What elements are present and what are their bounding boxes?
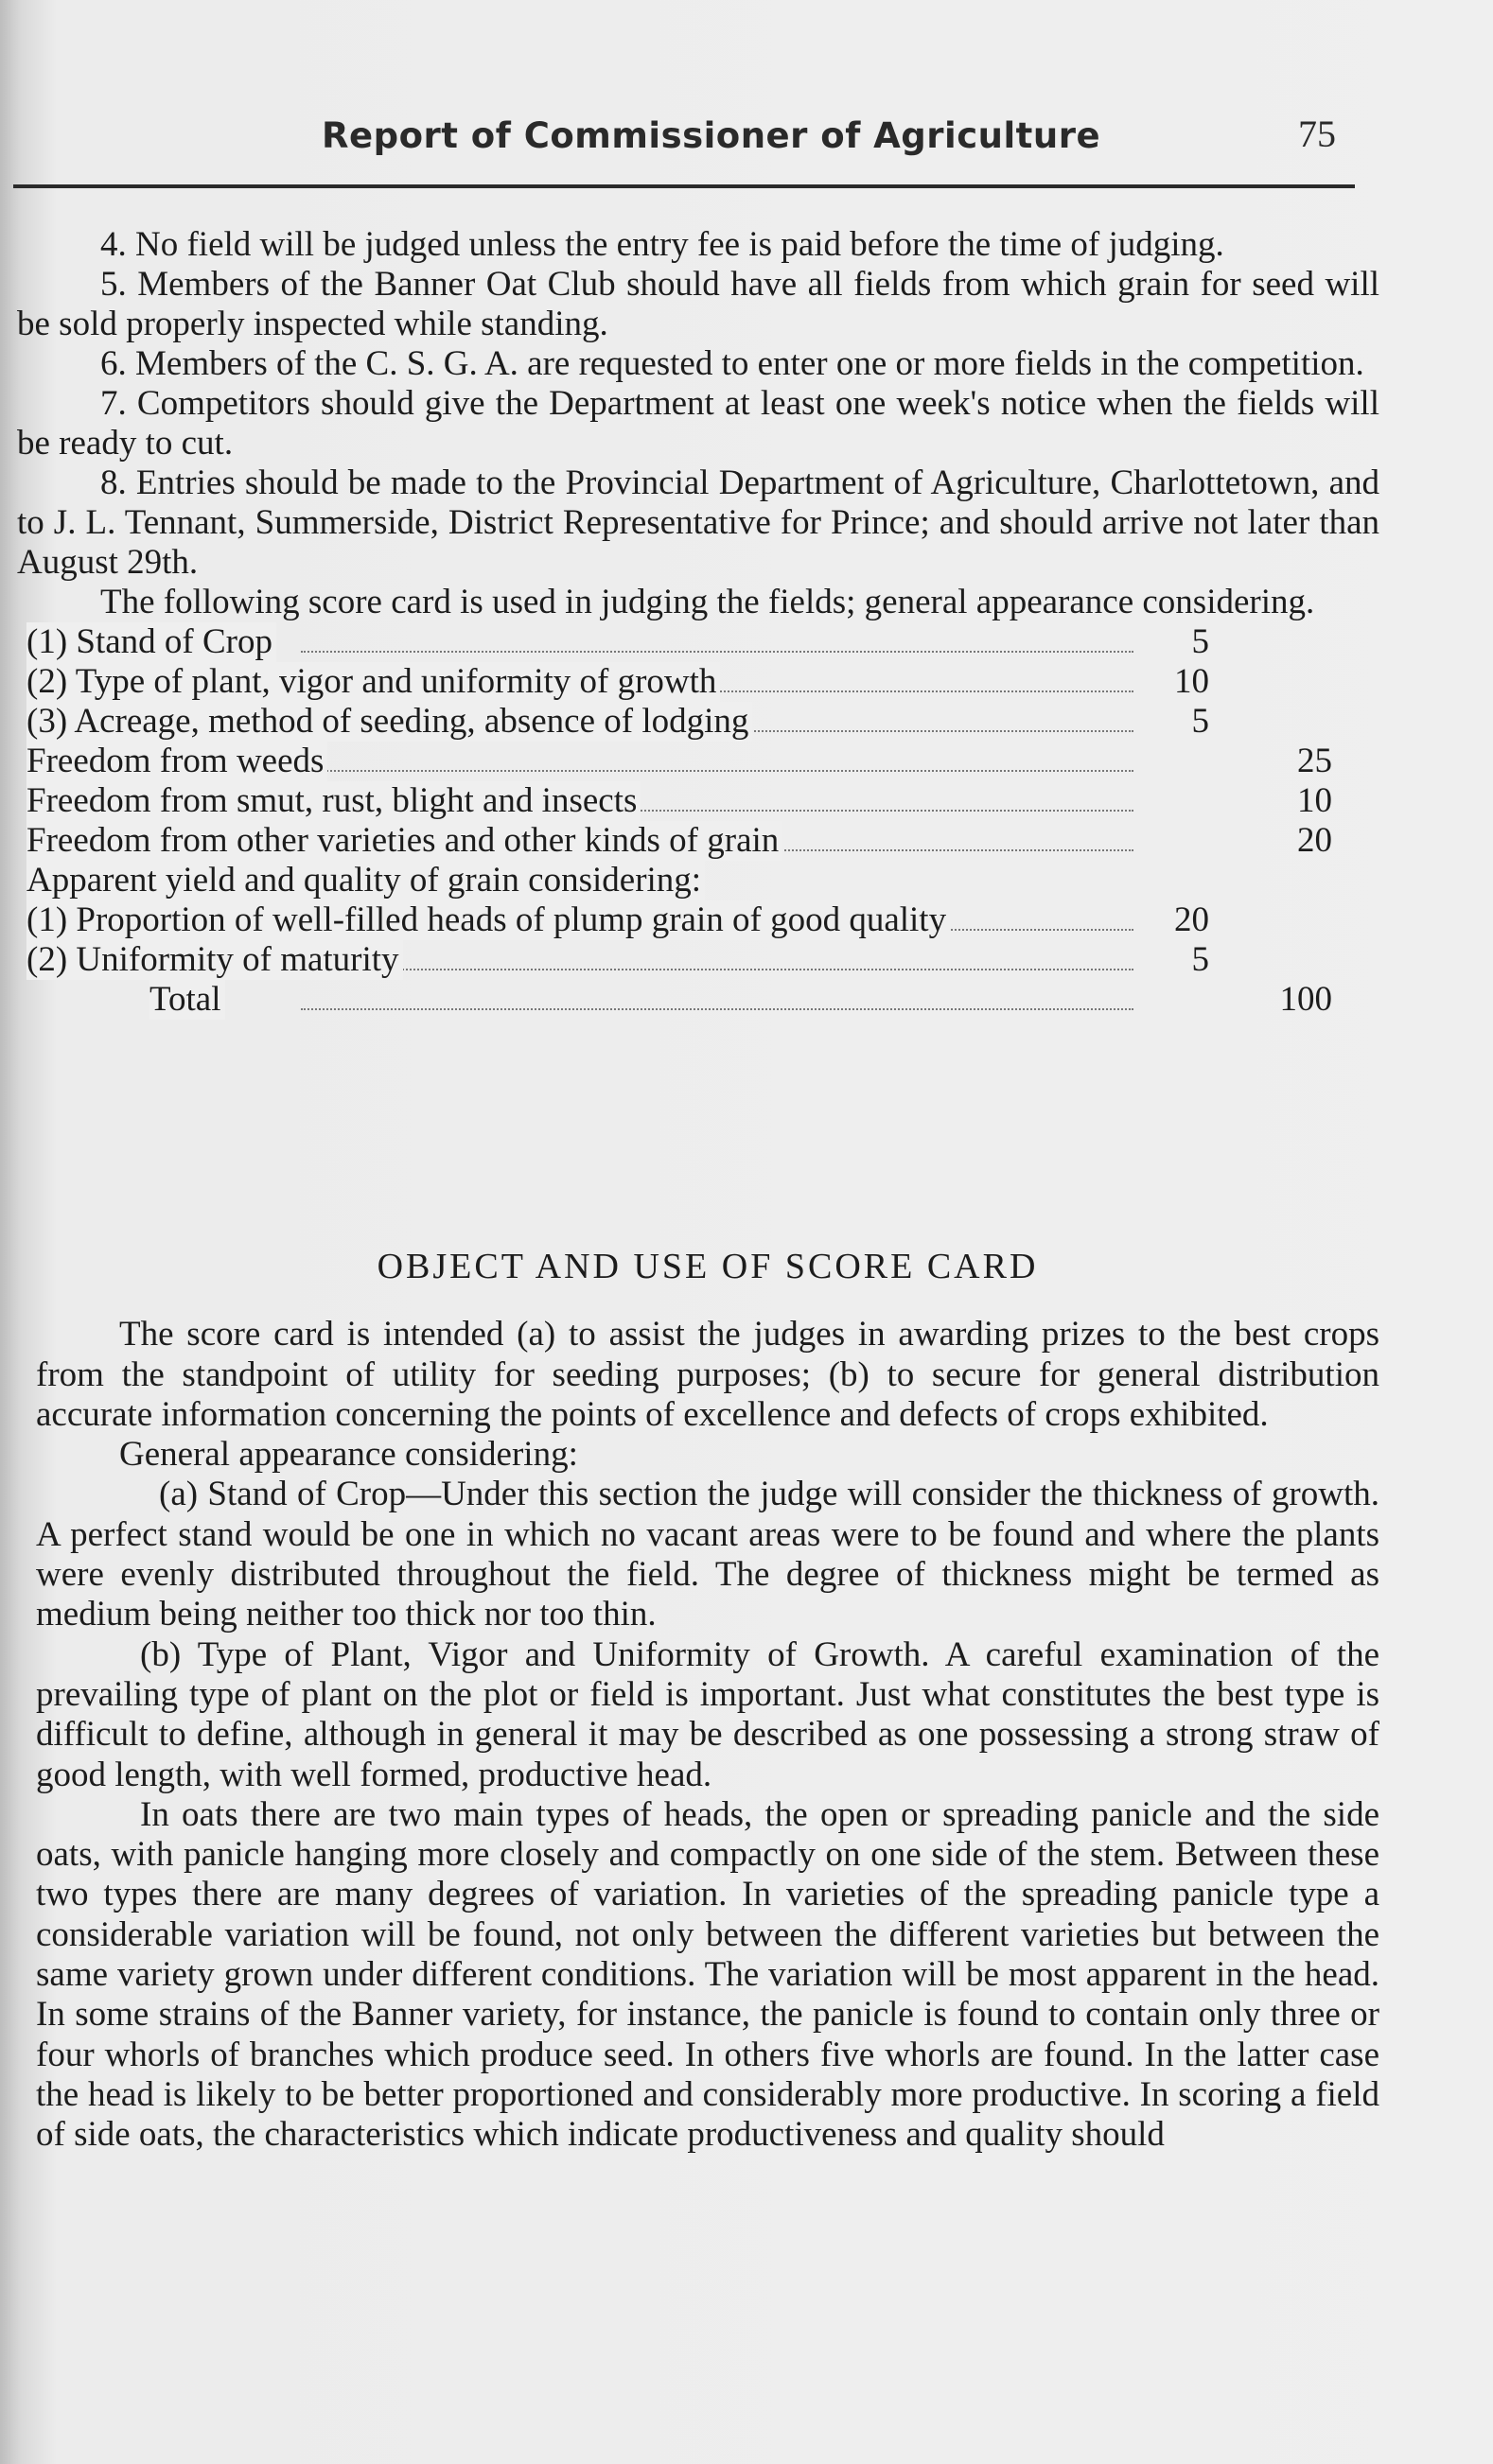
paragraph-type-of-plant: (b) Type of Plant, Vigor and Uniformity of Growth. A careful examination of the prevailing type of plant on the plot or field is important. Just what constitutes the best type is difficult to define, although in general it may be described as one possessing a strong straw of good length, with well formed, productive head. [36, 1634, 1379, 1794]
rule-4: 4. No field will be judged unless the entry fee is paid before the time of judging. [100, 225, 1224, 264]
score-card-subvalue: 10 [1174, 662, 1209, 701]
rules-section [17, 225, 1379, 1020]
score-card-subvalue: 5 [1191, 702, 1209, 741]
score-card-value: 10 [1297, 781, 1332, 820]
score-card-leader-dots [301, 651, 1133, 653]
score-card-value: 100 [1279, 980, 1332, 1019]
score-card-label: Freedom from weeds [26, 742, 327, 781]
score-card-subvalue: 5 [1191, 622, 1209, 661]
score-card-row [17, 781, 1379, 821]
score-card-row [17, 742, 1379, 781]
score-card-row [17, 702, 1379, 742]
score-card-label: Apparent yield and quality of grain considering: [26, 861, 705, 900]
score-card-row [17, 980, 1379, 1020]
score-card-label: Total [149, 980, 225, 1020]
score-card-row [17, 662, 1379, 702]
rule-5: 5. Members of the Banner Oat Club should have all fields from which grain for seed will be sold properly inspected while standing. [17, 265, 1379, 343]
rule-8: 8. Entries should be made to the Provincial Department of Agriculture, Charlottetown, and to J. L. Tennant, Summerside, District Representative for Prince; and should arrive not later than August 29th. [17, 463, 1379, 582]
score-card-leader-dots [301, 770, 1133, 772]
paragraph-general-appearance: General appearance considering: [119, 1435, 578, 1475]
running-head: Report of Commissioner of Agriculture [322, 115, 1101, 156]
score-card-subvalue: 20 [1174, 900, 1209, 939]
score-card-label: (1) Stand of Crop [26, 622, 276, 662]
score-card-value: 25 [1297, 742, 1332, 780]
score-card-table [17, 622, 1379, 1020]
score-card-leader-dots [301, 969, 1133, 970]
header-rule [13, 184, 1355, 188]
score-card-label: Freedom from other varieties and other kinds of grain [26, 821, 782, 861]
paragraph-stand-of-crop: (a) Stand of Crop—Under this section the judge will consider the thickness of growth. A perfect stand would be one in which no vacant areas were to be found and where the plants were evenly distributed throughout the field. The degree of thickness might be termed as medium being neither too thick nor too thin. [36, 1475, 1379, 1634]
score-card-label: (3) Acreage, method of seeding, absence of lodging [26, 702, 752, 742]
paragraph-purpose: The score card is intended (a) to assist the judges in awarding prizes to the best crops from the standpoint of utility for seeding purposes; (b) to secure for general distribution accurate information concerning the points of excellence and defects of crops exhibited. [36, 1315, 1379, 1434]
section-heading: OBJECT AND USE OF SCORE CARD [377, 1247, 1039, 1286]
score-card-label: (2) Type of plant, vigor and uniformity of growth [26, 662, 720, 702]
score-card-label: Freedom from smut, rust, blight and insects [26, 781, 641, 821]
score-card-row [17, 821, 1379, 861]
page-number: 75 [1298, 113, 1336, 155]
score-card-label: (1) Proportion of well-filled heads of plump grain of good quality [26, 900, 950, 940]
score-card-row [17, 861, 1379, 900]
score-card-subvalue: 5 [1191, 940, 1209, 979]
score-card-row [17, 900, 1379, 940]
score-card-row [17, 622, 1379, 662]
score-card-row [17, 940, 1379, 980]
score-card-intro: The following score card is used in judging the fields; general appearance considering. [100, 583, 1315, 621]
score-card-value: 20 [1297, 821, 1332, 860]
object-section [36, 1247, 1379, 2156]
score-card-label: (2) Uniformity of maturity [26, 940, 403, 980]
rule-7: 7. Competitors should give the Department at least one week's notice when the fields will be ready to cut. [17, 384, 1379, 463]
rule-6: 6. Members of the C. S. G. A. are requested to enter one or more fields in the competition. [100, 344, 1364, 383]
paragraph-oat-types: In oats there are two main types of heads, the open or spreading panicle and the side oats, with panicle hanging more closely and compactly on one side of the stem. Between these two types there are many degrees of variation. In varieties of the spreading panicle type a considerable variation will be found, not only between the different varieties but between the same variety grown under different conditions. The variation will be most apparent in the head. In some strains of the Banner variety, for instance, the panicle is found to contain only three or four whorls of branches which produce seed. In others five whorls are found. In the latter case the head is likely to be better proportioned and considerably more productive. In scoring a field of side oats, the characteristics which indicate productiveness and quality should [36, 1794, 1379, 2155]
page-header [0, 106, 1493, 163]
score-card-leader-dots [301, 1008, 1133, 1010]
